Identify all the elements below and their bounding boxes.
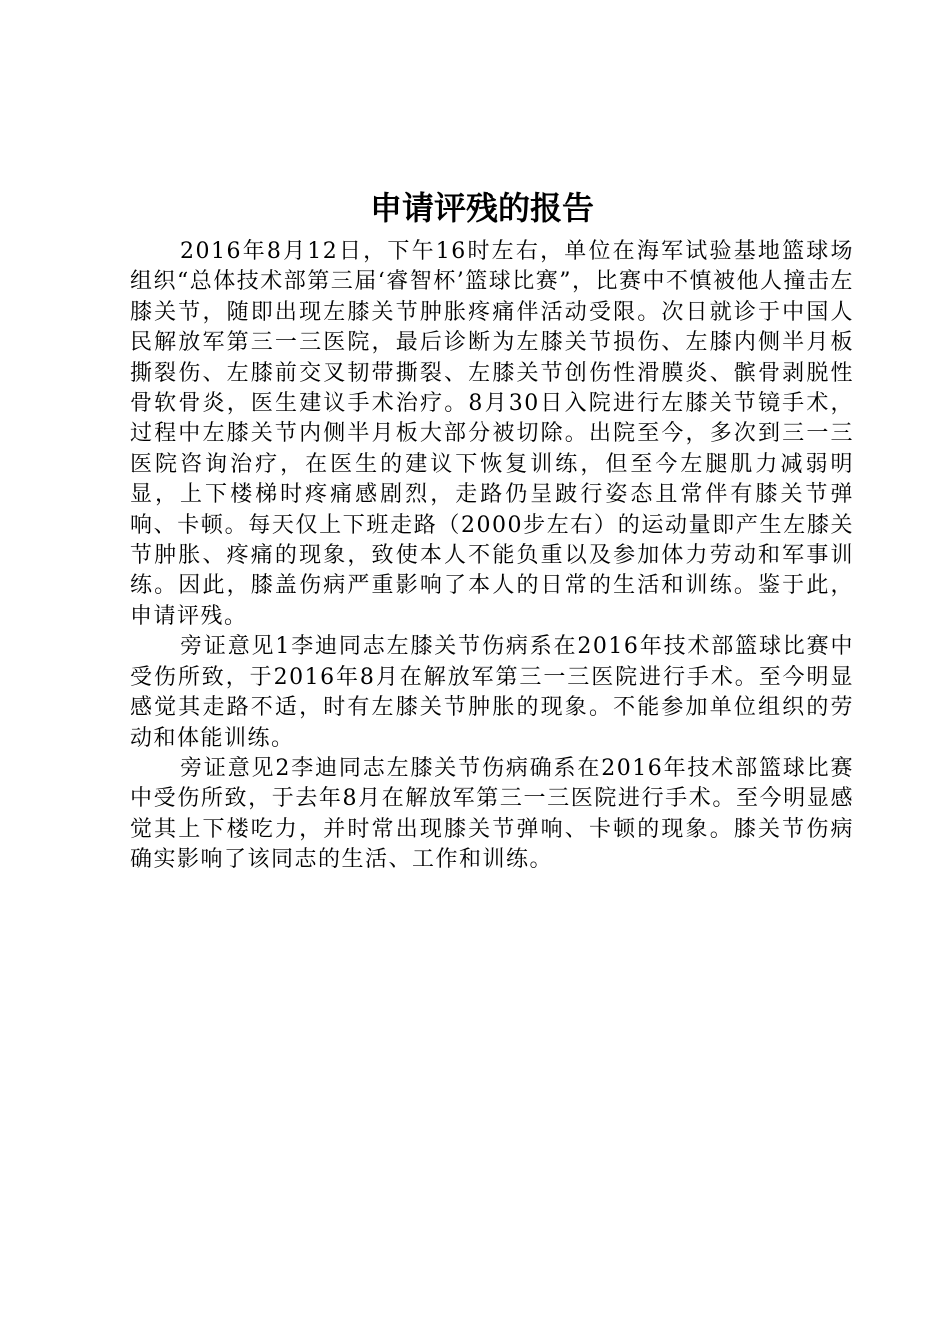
paragraph-witness-1: 旁证意见1李迪同志左膝关节伤病系在2016年技术部篮球比赛中受伤所致，于2016年8月在解放军第三一三医院进行手术。至今明显感觉其走路不适，时有左膝关节肿胀的现象。不能参加单位组织的劳动和体能训练。 [130,634,854,751]
document-title: 申请评残的报告 [369,189,594,227]
paragraph-report: 2016年8月12日，下午16时左右，单位在海军试验基地篮球场组织“总体技术部第三届‘睿智杯’篮球比赛”，比赛中不慎被他人撞击左膝关节，随即出现左膝关节肿胀疼痛伴活动受限。次日就诊于中国人民解放军第三一三医院，最后诊断为左膝关节损伤、左膝内侧半月板撕裂伤、左膝前交叉韧带撕裂、左膝关节创伤性滑膜炎、髌骨剥脱性骨软骨炎，医生建议手术治疗。8月30日入院进行左膝关节镜手术，过程中左膝关节内侧半月板大部分被切除。出院至今，多次到三一三医院咨询治疗，在医生的建议下恢复训练，但至今左腿肌力减弱明显，上下楼梯时疼痛感剧烈，走路仍呈跛行姿态且常伴有膝关节弹响、卡顿。每天仅上下班走路（2000步左右）的运动量即产生左膝关节肿胀、疼痛的现象，致使本人不能负重以及参加体力劳动和军事训练。因此，膝盖伤病严重影响了本人的日常的生活和训练。鉴于此，申请评残。 [130,239,854,629]
paragraph-witness-2: 旁证意见2李迪同志左膝关节伤病确系在2016年技术部篮球比赛中受伤所致，于去年8月在解放军第三一三医院进行手术。至今明显感觉其上下楼吃力，并时常出现膝关节弹响、卡顿的现象。膝关节伤病确实影响了该同志的生活、工作和训练。 [130,755,854,873]
document-body [130,237,854,876]
